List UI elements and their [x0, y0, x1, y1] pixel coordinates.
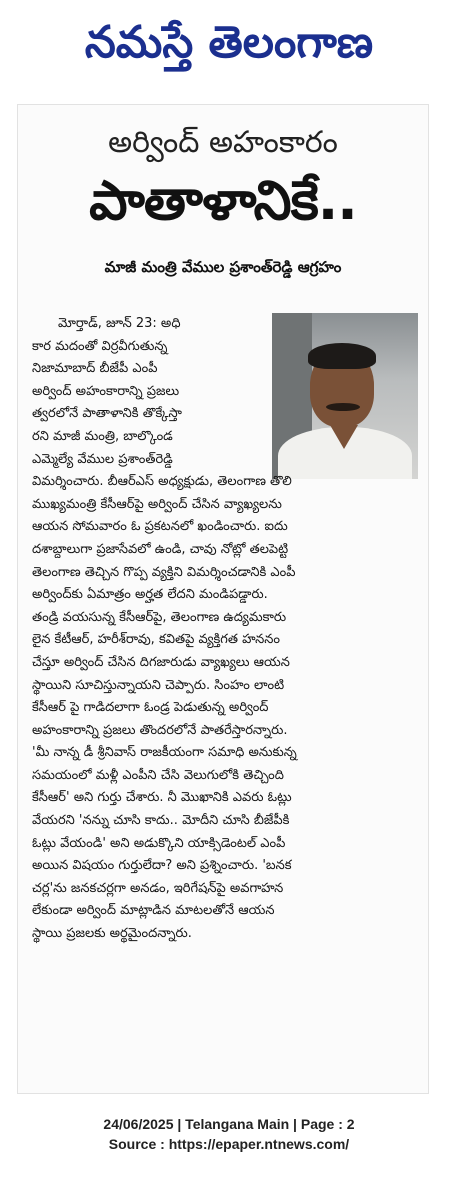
body-line: రని మాజీ మంత్రి, బాల్కొండ	[32, 428, 173, 444]
body-line: అర్వింద్‌కు ఏమాత్రం అర్హత లేదని మండిపడ్డారు.	[32, 587, 268, 603]
body-line: ఓట్లు వేయండి' అని అడుక్కొని యాక్సిడెంటల్ ఎంపీ	[32, 835, 286, 851]
body-line: లైన కేటీఆర్, హరీశ్‌రావు, కవితపై వ్యక్తిగత హననం	[32, 632, 281, 648]
masthead-logo: నమస్తే తెలంగాణ	[84, 17, 374, 68]
body-line: కేసీఆర్' అని గుర్తు చేశారు. నీ మొఖానికి ఎవరు ఓట్లు	[32, 790, 292, 806]
body-line: నిజామాబాద్ బీజేపీ ఎంపీ	[32, 361, 158, 377]
body-line: కేసీఆర్ పై గాడిదలాగా ఓండ్ర పెడుతున్న అర్వింద్	[32, 700, 269, 716]
article-clipping	[17, 104, 429, 1094]
article-subhead: మాజీ మంత్రి వేముల ప్రశాంత్‌రెడ్డి ఆగ్రహం	[104, 258, 342, 276]
article-body	[32, 313, 418, 946]
body-line: దశాబ్దాలుగా ప్రజాసేవలో ఉండి, చావు నోట్లో తలపెట్టి	[32, 541, 289, 557]
body-line: సమయంలో మళ్లీ ఎంపీని చేసి వెలుగులోకి తెచ్చింది	[32, 767, 284, 783]
body-line: స్థాయి ప్రజలకు అర్థమైందన్నారు.	[32, 926, 192, 942]
article-kicker: అర్వింద్ అహంకారం	[108, 125, 338, 160]
body-line: త్వరలోనే పాతాళానికి తొక్కేస్తా	[32, 406, 182, 422]
body-line: చర్ల'ను జనకచర్లగా అనడం, ఇరిగేషన్‌పై అవగాహన	[32, 880, 284, 896]
body-line: విమర్శించారు. బీఆర్‌ఎస్ అధ్యక్షుడు, తెలంగాణ తొలి	[32, 474, 292, 490]
body-line: మోర్తాడ్, జూన్ 23: అధి	[58, 316, 181, 331]
body-line: లేకుండా అర్వింద్ మాట్లాడిన మాటలతోనే ఆయన	[32, 903, 275, 919]
body-line: తెలంగాణ తెచ్చిన గొప్ప వ్యక్తిని విమర్శించడానికి ఎంపీ	[32, 564, 296, 580]
body-line: అయిన విషయం గుర్తులేదా? అని ప్రశ్నించారు. 'బనక	[32, 858, 292, 874]
body-line: వేయరని 'నన్ను చూసి కాదు.. మోదీని చూసి బీజేపీకి	[32, 813, 290, 829]
body-line: 'మీ నాన్న డీ శ్రీనివాస్ రాజకీయంగా సమాధి అనుకున్న	[32, 745, 297, 761]
footer-edition-info: 24/06/2025 | Telangana Main | Page : 2	[103, 1116, 355, 1132]
body-line: అహంకారాన్ని ప్రజలు తొందరలోనే పాతరేస్తారన్నారు.	[32, 722, 288, 738]
body-line: అర్వింద్ అహంకారాన్ని ప్రజలు	[32, 383, 180, 399]
body-line: చేస్తూ అర్వింద్ చేసిన దిగజారుడు వ్యాఖ్యలు ఆయన	[32, 654, 290, 670]
body-line: కార మదంతో విర్రవీగుతున్న	[32, 338, 168, 354]
page-footer	[0, 1114, 458, 1154]
body-line: ఆయన సోమవారం ఓ ప్రకటనలో ఖండించారు. ఐదు	[32, 519, 288, 535]
article-headline: పాతాళానికే..	[89, 169, 357, 232]
body-line: ఎమ్మెల్యే వేముల ప్రశాంత్‌రెడ్డి	[32, 451, 173, 467]
body-line: స్థాయిని సూచిస్తున్నాయని చెప్పారు. సింహం లాంటి	[32, 677, 285, 693]
body-line: తండ్రి వయసున్న కేసీఆర్‌పై, తెలంగాణ ఉద్యమకారు	[32, 609, 287, 625]
footer-source-link[interactable]: Source : https://epaper.ntnews.com/	[108, 1136, 350, 1152]
body-line: ముఖ్యమంత్రి కేసీఆర్‌పై అర్వింద్ చేసిన వ్యాఖ్యలను	[32, 496, 282, 512]
